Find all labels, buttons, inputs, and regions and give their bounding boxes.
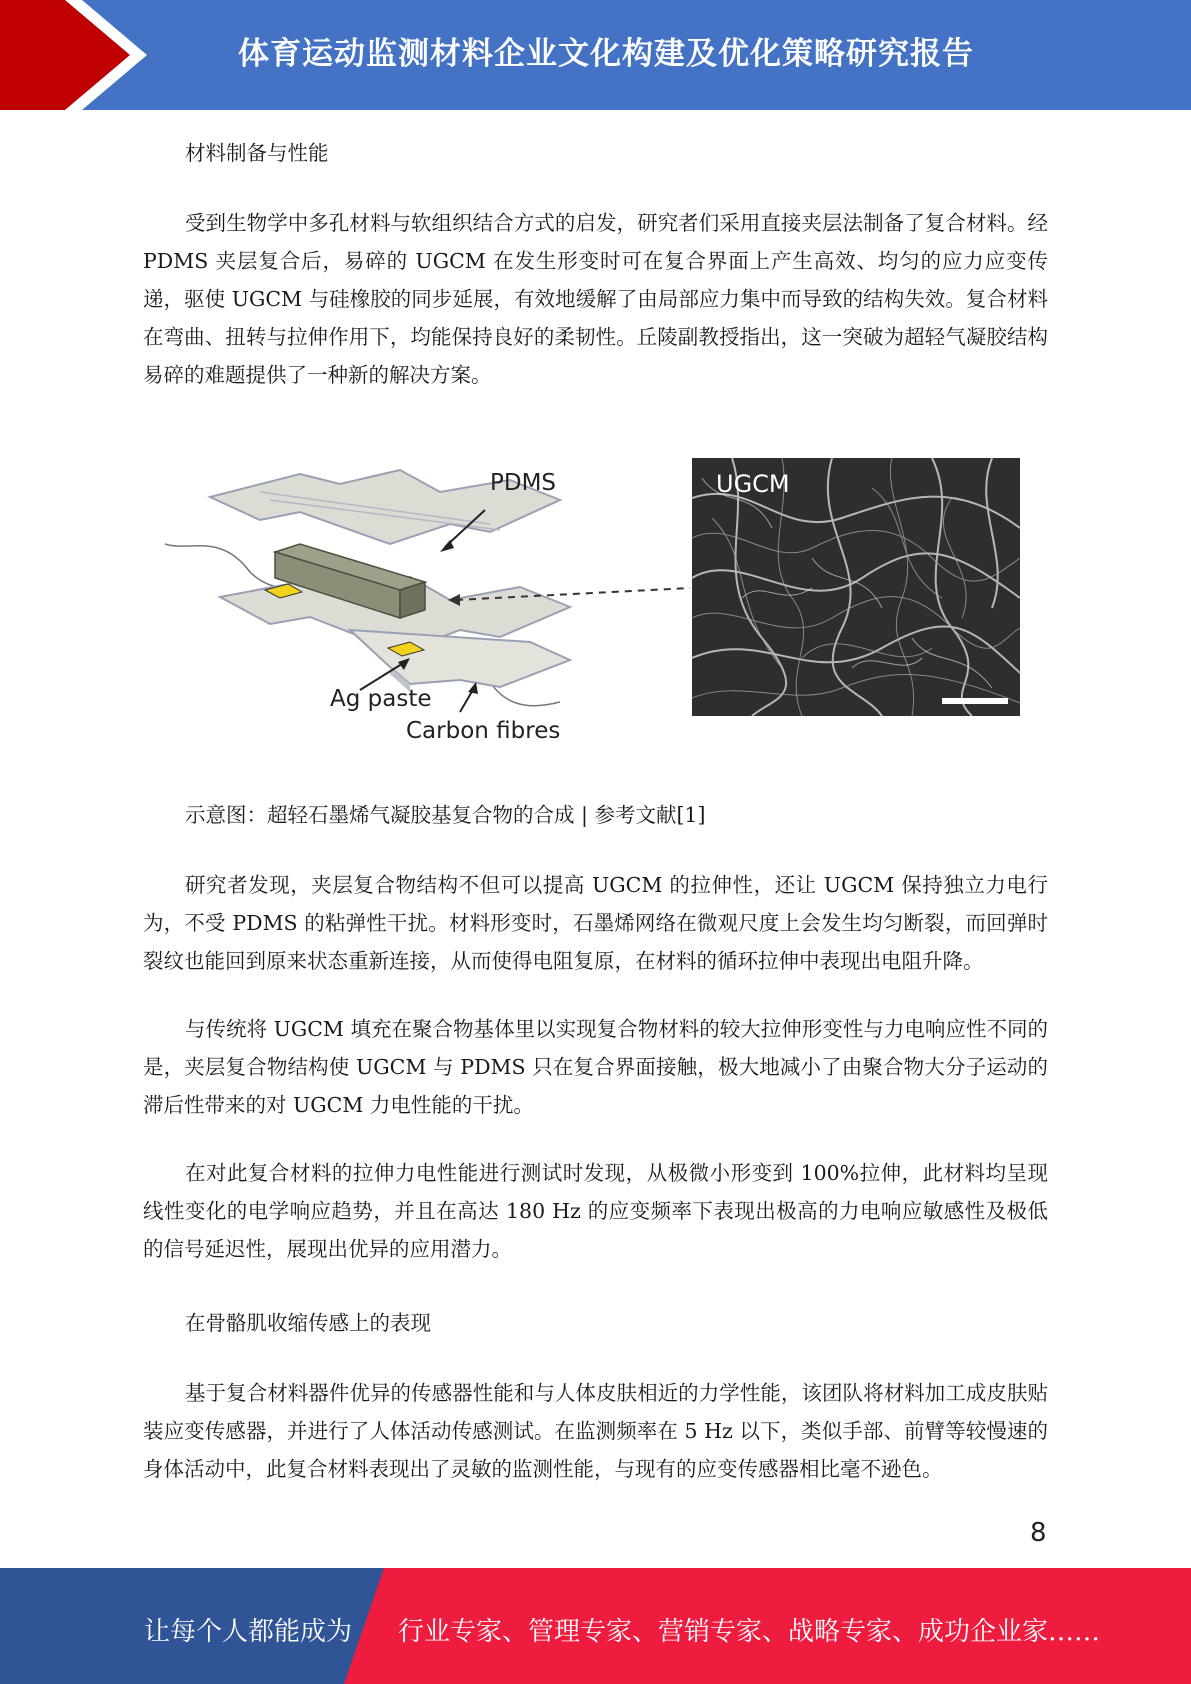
- report-title: 体育运动监测材料企业文化构建及优化策略研究报告: [238, 36, 974, 72]
- ugcm-label: UGCM: [716, 470, 790, 498]
- paragraph-1: 受到生物学中多孔材料与软组织结合方式的启发，研究者们采用直接夹层法制备了复合材料。经 PDMS 夹层复合后，易碎的 UGCM 在发生形变时可在复合界面上产生高效、均匀的应力应变传递，驱使 UGCM 与硅橡胶的同步延展，有效地缓解了由局部应力集中而导致的结构失效。复合材料在弯曲、扭转与拉伸作用下，均能保持良好的柔韧性。丘陵副教授指出，这一突破为超轻气凝胶结构易碎的难题提供了一种新的解决方案。: [143, 211, 1048, 387]
- section-heading-muscle: 在骨骼肌收缩传感上的表现: [185, 1311, 431, 1335]
- footer-slogan-left: 让每个人都能成为: [144, 1617, 353, 1647]
- pdms-label: PDMS: [490, 470, 557, 496]
- footer-slogan-right: 行业专家、管理专家、营销专家、战略专家、成功企业家……: [398, 1617, 1101, 1647]
- paragraph-4: 在对此复合材料的拉伸力电性能进行测试时发现，从极微小形变到 100%拉伸，此材料均呈现线性变化的电学响应趋势，并且在高达 180 Hz 的应变频率下表现出极高的力电响应敏感性及极低的信号延迟性，展现出优异的应用潜力。: [143, 1161, 1048, 1261]
- carbon-fibres-label: Carbon fibres: [406, 718, 561, 744]
- figure-caption: 示意图：超轻石墨烯气凝胶基复合物的合成 | 参考文献[1]: [185, 803, 706, 827]
- page-footer: [0, 1568, 1191, 1684]
- sem-micrograph: [692, 458, 1020, 716]
- header-arrow-decoration: [0, 0, 180, 110]
- page-header: [0, 0, 1191, 110]
- paragraph-2: 研究者发现，夹层复合物结构不但可以提高 UGCM 的拉伸性，还让 UGCM 保持独立力电行为，不受 PDMS 的粘弹性干扰。材料形变时，石墨烯网络在微观尺度上会发生均匀断裂，而回弹时裂纹也能回到原来状态重新连接，从而使得电阻复原，在材料的循环拉伸中表现出电阻升降。: [143, 873, 1048, 973]
- scale-bar: [942, 698, 1008, 704]
- section-heading-material: 材料制备与性能: [185, 141, 329, 165]
- paragraph-3: 与传统将 UGCM 填充在聚合物基体里以实现复合物材料的较大拉伸形变性与力电响应性不同的是，夹层复合物结构使 UGCM 与 PDMS 只在复合界面接触，极大地减小了由聚合物大分子运动的滞后性带来的对 UGCM 力电性能的干扰。: [143, 1017, 1048, 1117]
- composite-schematic-figure: [160, 452, 1020, 752]
- paragraph-5: 基于复合材料器件优异的传感器性能和与人体皮肤相近的力学性能，该团队将材料加工成皮肤贴装应变传感器，并进行了人体活动传感测试。在监测频率在 5 Hz 以下，类似手部、前臂等较慢速的身体活动中，此复合材料表现出了灵敏的监测性能，与现有的应变传感器相比毫不逊色。: [143, 1381, 1048, 1481]
- ag-paste-label: Ag paste: [330, 686, 432, 712]
- page-number: 8: [1030, 1518, 1047, 1548]
